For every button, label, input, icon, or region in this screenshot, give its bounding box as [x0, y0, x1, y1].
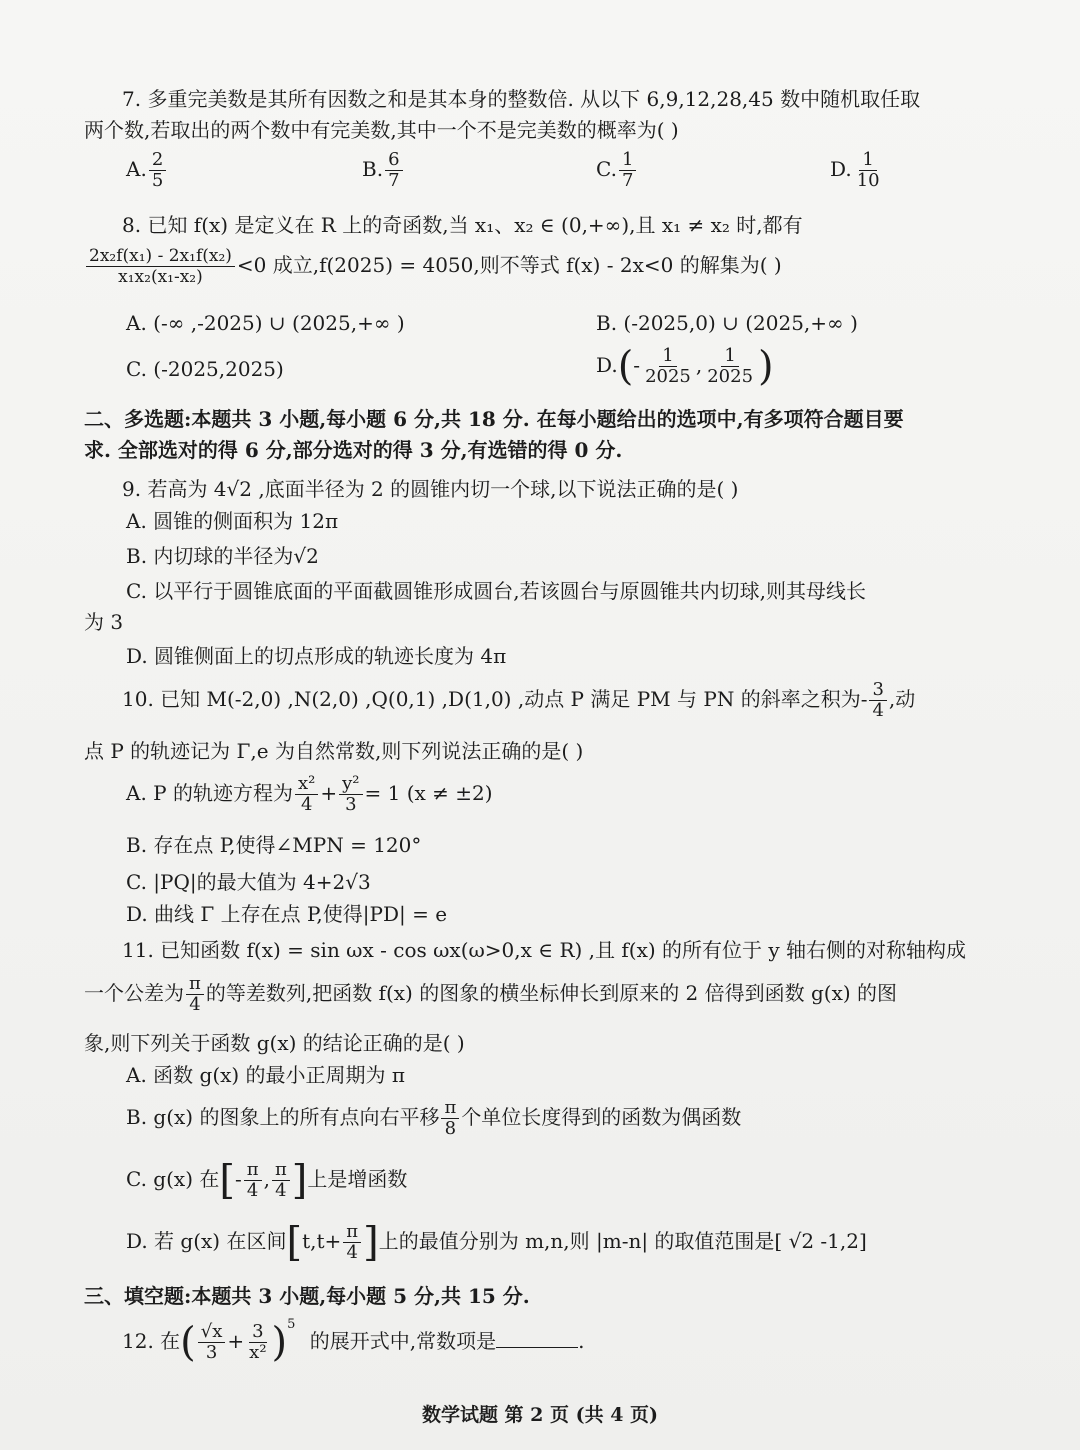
q9-option-d: D. 圆锥侧面上的切点形成的轨迹长度为 4π: [126, 644, 507, 668]
q12-stem: [122, 1317, 585, 1366]
q7-d-num: 1: [859, 150, 876, 171]
q11-c-pre: C. g(x) 在: [126, 1167, 220, 1191]
q7-option-b: [362, 150, 405, 191]
q12-end: .: [578, 1329, 585, 1353]
q11-d-post: 上的最值分别为 m,n,则 |m-n| 的取值范围是[ √2 -1,2]: [378, 1229, 867, 1253]
q8-line2-rest: <0 成立,f(2025) = 4050,则不等式 f(x) - 2x<0 的解集为( ): [236, 253, 782, 277]
q12-frac1: [198, 1322, 226, 1363]
q10-a-pre: A. P 的轨迹方程为: [126, 781, 293, 805]
q12-d1: 3: [205, 1342, 218, 1363]
q11-line2-num: π: [186, 974, 204, 995]
q10-a-frac1: [295, 774, 318, 815]
q10-a-d2: 3: [345, 794, 357, 815]
q10-minus: -: [860, 687, 868, 711]
q8-d-frac1: [642, 346, 694, 387]
q10-a-d1: 4: [300, 794, 313, 815]
q7-c-num: 1: [619, 150, 636, 171]
q10-option-a: [126, 774, 493, 815]
q11-option-d: [126, 1219, 867, 1266]
q11-d-pre: D. 若 g(x) 在区间: [126, 1229, 287, 1253]
q11-line1: 11. 已知函数 f(x) = sin ωx - cos ωx(ω>0,x ∈ R) ,且 f(x) 的所有位于 y 轴右侧的对称轴构成: [122, 938, 967, 962]
q12-rparen: ): [271, 1319, 288, 1366]
q10-line1-end: ,动: [888, 687, 916, 711]
q7-d-fraction: [854, 150, 883, 191]
q9-option-a: A. 圆锥的侧面积为 12π: [126, 509, 339, 533]
q11-c-d2: 4: [275, 1180, 287, 1201]
q9-stem: 9. 若高为 4√2 ,底面半径为 2 的圆锥内切一个球,以下说法正确的是( ): [122, 477, 739, 501]
q10-a-n2: y²: [339, 774, 362, 795]
q11-d-t: t,t+: [302, 1229, 342, 1253]
q12-n2: 3: [249, 1322, 266, 1343]
q11-c-n1: π: [244, 1160, 262, 1181]
q11-d-lbracket: [: [286, 1219, 303, 1266]
q11-diff-fraction: [186, 974, 204, 1015]
q10-a-post: = 1 (x ≠ ±2): [364, 781, 493, 805]
q8-d-frac2: [704, 346, 756, 387]
q7-a-den: 5: [151, 170, 164, 191]
q7-line1: 7. 多重完美数是其所有因数之和是其本身的整数倍. 从以下 6,9,12,28,45 数中随机取任取: [122, 87, 921, 111]
q7-d-label: D.: [830, 157, 852, 181]
q7-a-fraction: [149, 150, 166, 191]
q8-d-comma: ,: [695, 353, 703, 377]
q11-line2-post: 的等差数列,把函数 f(x) 的图象的横坐标伸长到原来的 2 倍得到函数 g(x) 的图: [205, 981, 898, 1005]
q7-a-label: A.: [126, 157, 147, 181]
q8-line1: 8. 已知 f(x) 是定义在 R 上的奇函数,当 x₁、x₂ ∈ (0,+∞),且 x₁ ≠ x₂ 时,都有: [122, 213, 803, 237]
q7-b-den: 7: [388, 170, 400, 191]
q11-c-d1: 4: [246, 1180, 259, 1201]
q11-c-post: 上是增函数: [307, 1167, 408, 1191]
q11-c-frac1: [244, 1160, 262, 1201]
q8-option-c: C. (-2025,2025): [126, 357, 284, 381]
q10-den: 4: [872, 700, 884, 721]
q8-d-num1: 1: [659, 346, 676, 367]
q12-d2: x²: [249, 1342, 267, 1363]
q7-c-label: C.: [596, 157, 617, 181]
q8-option-d: [596, 343, 774, 390]
q11-line2-pre: 一个公差为: [84, 981, 184, 1005]
q7-option-c: [596, 150, 638, 191]
q12-frac2: [246, 1322, 269, 1363]
q11-c-frac2: [272, 1160, 290, 1201]
section2-line2: 求. 全部选对的得 6 分,部分选对的得 3 分,有选错的得 0 分.: [84, 438, 623, 462]
q8-option-b: B. (-2025,0) ∪ (2025,+∞ ): [596, 311, 858, 335]
q11-option-b: [126, 1098, 741, 1139]
section3-title: 三、填空题:本题共 3 小题,每小题 5 分,共 15 分.: [84, 1284, 530, 1308]
q8-d-den2: 2025: [707, 366, 754, 387]
q10-num: 3: [869, 680, 886, 701]
q8-d-den1: 2025: [645, 366, 691, 387]
q11-d-rbracket: ]: [363, 1219, 379, 1266]
q9-option-b: B. 内切球的半径为√2: [126, 544, 319, 568]
q11-c-lbracket: [: [219, 1157, 235, 1204]
q10-a-n1: x²: [295, 774, 318, 795]
q12-n1: √x: [198, 1322, 226, 1343]
q7-c-fraction: [619, 150, 636, 191]
q10-line1: [122, 680, 915, 721]
q8-option-a: A. (-∞ ,-2025) ∪ (2025,+∞ ): [126, 311, 405, 335]
q10-line1-text: 10. 已知 M(-2,0) ,N(2,0) ,Q(0,1) ,D(1,0) ,动点 P 满足 PM 与 PN 的斜率之积为: [122, 687, 861, 711]
q7-a-num: 2: [149, 150, 166, 171]
q7-option-a: [126, 150, 168, 191]
q10-option-c: C. |PQ|的最大值为 4+2√3: [126, 870, 371, 894]
q12-lparen: (: [180, 1319, 196, 1366]
q7-b-fraction: [385, 150, 402, 191]
q11-d-num: π: [343, 1222, 361, 1243]
q11-c-minus: -: [234, 1167, 242, 1191]
page-footer: 数学试题 第 2 页 (共 4 页): [421, 1404, 659, 1426]
q9-option-c-line1: C. 以平行于圆锥底面的平面截圆锥形成圆台,若该圆台与原圆锥共内切球,则其母线长: [126, 579, 867, 603]
q8-d-minus: -: [633, 353, 641, 377]
q9-option-c-line2: 为 3: [84, 610, 124, 634]
q8-frac-den: x₁x₂(x₁-x₂): [118, 267, 203, 287]
q10-option-b: B. 存在点 P,使得∠MPN = 120°: [126, 833, 422, 857]
q12-answer-blank: [496, 1329, 578, 1348]
section2-line1: 二、多选题:本题共 3 小题,每小题 6 分,共 18 分. 在每小题给出的选项中,有多项符合题目要: [84, 407, 904, 431]
q8-condition-fraction: [86, 246, 235, 287]
q11-line2-den: 4: [189, 994, 201, 1015]
q11-d-fraction: [343, 1222, 361, 1263]
q7-b-label: B.: [362, 157, 384, 181]
q11-b-num: π: [441, 1098, 459, 1119]
q11-d-den: 4: [346, 1242, 358, 1263]
q7-option-d: [830, 150, 885, 191]
q8-d-num2: 1: [721, 346, 738, 367]
q10-a-plus: +: [320, 781, 338, 805]
q11-c-n2: π: [272, 1160, 290, 1181]
q11-option-a: A. 函数 g(x) 的最小正周期为 π: [126, 1063, 406, 1087]
q11-line2: [84, 974, 897, 1015]
q11-b-den: 8: [444, 1118, 457, 1139]
q11-c-rbracket: ]: [291, 1157, 308, 1204]
q11-b-post: 个单位长度得到的函数为偶函数: [461, 1105, 742, 1129]
q8-d-rparen: ): [758, 343, 774, 390]
q11-line3: 象,则下列关于函数 g(x) 的结论正确的是( ): [84, 1031, 465, 1055]
q10-option-d: D. 曲线 Γ 上存在点 P,使得|PD| = e: [126, 902, 448, 926]
q11-b-pre: B. g(x) 的图象上的所有点向右平移: [126, 1105, 440, 1129]
q10-slope-fraction: [869, 680, 886, 721]
q11-option-c: [126, 1157, 408, 1204]
q8-d-lparen: (: [617, 343, 634, 390]
q11-c-comma: ,: [263, 1167, 270, 1191]
q7-d-den: 10: [856, 170, 880, 191]
q11-b-fraction: [441, 1098, 459, 1139]
q12-exponent: 5: [287, 1317, 296, 1332]
q7-b-num: 6: [385, 150, 402, 171]
q8-frac-num: 2x₂f(x₁) - 2x₁f(x₂): [86, 246, 235, 267]
q8-d-label: D.: [596, 353, 618, 377]
q7-c-den: 7: [621, 170, 634, 191]
q10-a-frac2: [339, 774, 362, 815]
q10-line2: 点 P 的轨迹记为 Γ,e 为自然常数,则下列说法正确的是( ): [84, 739, 584, 763]
q12-pre: 12. 在: [122, 1329, 181, 1353]
q12-post: 的展开式中,常数项是: [309, 1329, 497, 1353]
q7-line2: 两个数,若取出的两个数中有完美数,其中一个不是完美数的概率为( ): [84, 118, 679, 142]
q12-plus: +: [227, 1329, 245, 1353]
q8-line2: [84, 246, 782, 287]
